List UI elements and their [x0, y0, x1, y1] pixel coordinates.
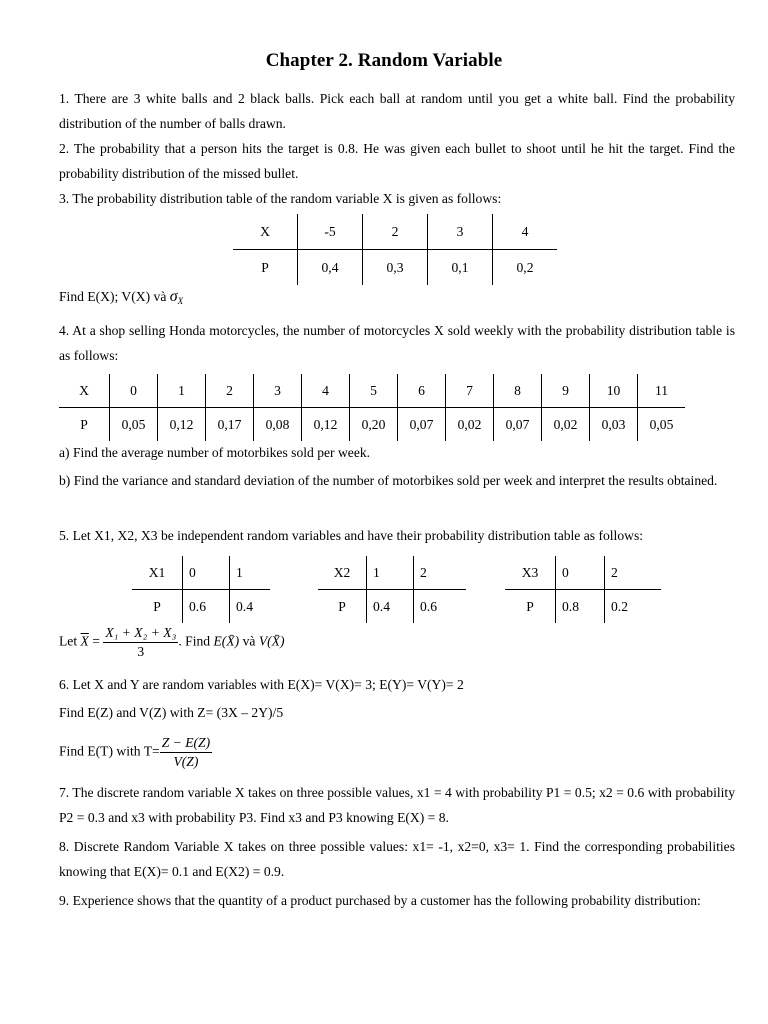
table-cell: 4 — [302, 374, 350, 408]
sigma-symbol: σ — [169, 288, 178, 305]
table-cell: 0.4 — [230, 590, 271, 624]
fraction-numerator: X₁ + X₂ + X₃ — [103, 624, 178, 643]
table-cell: 8 — [494, 374, 542, 408]
distribution-table-x1 — [132, 556, 270, 623]
table-row-x — [505, 556, 661, 590]
table-cell: 0.6 — [183, 590, 230, 624]
question-1: 1. There are 3 white balls and 2 black balls. Pick each ball at random until you get a white ball. Find the probability distribution of the number of balls drawn. — [59, 91, 735, 131]
distribution-table-q3 — [233, 214, 557, 285]
table-cell: 0,02 — [446, 408, 494, 442]
table-cell: 0,07 — [494, 408, 542, 442]
table-cell: 0,20 — [350, 408, 398, 442]
table-cell: X — [233, 214, 298, 250]
table-cell: 7 — [446, 374, 494, 408]
table-cell: 5 — [350, 374, 398, 408]
table-cell: 0.8 — [556, 590, 605, 624]
table-cell: 0,2 — [493, 250, 558, 286]
table-row-x — [233, 214, 557, 250]
table-cell: 4 — [493, 214, 558, 250]
table-row-x — [318, 556, 466, 590]
question-3-find — [59, 288, 183, 306]
expectation-expr: E(X̄) — [213, 633, 240, 649]
table-cell: 6 — [398, 374, 446, 408]
table-cell: 0.4 — [367, 590, 414, 624]
table-row-x — [59, 374, 685, 408]
mean-fraction — [103, 624, 178, 661]
distribution-table-x3 — [505, 556, 661, 623]
question-8: 8. Discrete Random Variable X takes on three possible values: x1= -1, x2=0, x3= 1. Find the corresponding probabilities knowing that E(X)= 0.1 and E(X2) = 0.9. — [59, 839, 735, 879]
table-cell: X2 — [318, 556, 367, 590]
find-text: . Find — [178, 633, 211, 649]
table-cell: 0 — [110, 374, 158, 408]
table-cell: 0,4 — [298, 250, 363, 286]
table-row-x — [132, 556, 270, 590]
table-cell: 9 — [542, 374, 590, 408]
question-2: 2. The probability that a person hits the target is 0.8. He was given each bullet to shoot until he hit the target. Find the probability distribution of the missed bullet. — [59, 141, 735, 181]
table-cell: P — [338, 598, 346, 614]
distribution-table-q4 — [59, 374, 685, 441]
x-bar-symbol: $\overline{X}$ — [80, 633, 89, 649]
table-cell: 0,3 — [363, 250, 428, 286]
sigma-subscript: X — [177, 296, 184, 306]
table-cell: 2 — [414, 556, 467, 590]
table-cell: 11 — [638, 374, 686, 408]
table-row-p — [233, 250, 557, 286]
question-5-let: Let $\overline{X}$ = $\frac{\text{X₁ + X₂ + X₃}}{3}$ . Find E(X̄) và V(X̄) — [59, 625, 285, 659]
table-cell: 10 — [590, 374, 638, 408]
table-cell: P — [261, 259, 269, 275]
table-cell: 0,07 — [398, 408, 446, 442]
table-cell: P — [153, 598, 161, 614]
question-7: 7. The discrete random variable X takes on three possible values, x1 = 4 with probability P1 = 0.5; x2 = 0.6 with probability P2 = 0.3 and x3 with probability P3. Find x3 and P3 knowing E(X) = 8. — [59, 785, 735, 825]
table-cell: 3 — [428, 214, 493, 250]
table-cell: -5 — [298, 214, 363, 250]
table-row-p — [59, 408, 685, 442]
table-cell: 0,05 — [110, 408, 158, 442]
table-cell: 1 — [230, 556, 271, 590]
table-cell: X3 — [505, 556, 556, 590]
question-4a: a) Find the average number of motorbikes sold per week. — [59, 445, 371, 460]
question-6: 6. Let X and Y are random variables with E(X)= V(X)= 3; E(Y)= V(Y)= 2 — [59, 677, 464, 692]
table-cell: 0 — [556, 556, 605, 590]
page-title: Chapter 2. Random Variable — [265, 50, 503, 71]
table-cell: X — [59, 374, 110, 408]
fraction-denominator: 3 — [137, 644, 145, 659]
table-row-p — [132, 590, 270, 624]
table-cell: 0,12 — [302, 408, 350, 442]
let-text: Let — [59, 633, 78, 649]
variance-expr: V(X̄) — [258, 633, 285, 649]
table-cell: 0,1 — [428, 250, 493, 286]
table-cell: 0,03 — [590, 408, 638, 442]
question-6-find-t — [59, 734, 212, 771]
find-text: Find E(X); V(X) và — [59, 289, 170, 304]
table-cell: 1 — [158, 374, 206, 408]
table-row-p — [318, 590, 466, 624]
question-5: 5. Let X1, X2, X3 be independent random variables and have their probability distribution table as follows: — [59, 528, 644, 543]
table-cell: P — [526, 598, 534, 614]
table-cell: 2 — [206, 374, 254, 408]
table-cell: 0,05 — [638, 408, 686, 442]
distribution-table-x2 — [318, 556, 466, 623]
table-cell: 0.6 — [414, 590, 467, 624]
question-4b: b) Find the variance and standard deviation of the number of motorbikes sold per week and interpret the results obtained. — [59, 473, 718, 488]
table-cell: 0.2 — [605, 590, 662, 624]
table-cell: 0,08 — [254, 408, 302, 442]
t-fraction — [160, 734, 212, 771]
question-3: 3. The probability distribution table of the random variable X is given as follows: — [59, 191, 502, 206]
table-cell: 3 — [254, 374, 302, 408]
fraction-denominator: V(Z) — [173, 754, 199, 769]
table-cell: P — [80, 416, 88, 432]
table-cell: 0,17 — [206, 408, 254, 442]
table-cell: X1 — [132, 556, 183, 590]
table-row-p — [505, 590, 661, 624]
table-cell: 0,02 — [542, 408, 590, 442]
question-4: 4. At a shop selling Honda motorcycles, the number of motorcycles X sold weekly with the probability distribution table is as follows: — [59, 323, 735, 363]
fraction-numerator: Z − E(Z) — [160, 734, 212, 753]
table-cell: 1 — [367, 556, 414, 590]
and-text: và — [242, 633, 256, 649]
table-cell: 2 — [605, 556, 662, 590]
question-9: 9. Experience shows that the quantity of a product purchased by a customer has the following probability distribution: — [59, 893, 701, 908]
table-cell: 2 — [363, 214, 428, 250]
table-cell: 0,12 — [158, 408, 206, 442]
question-6-find-z: Find E(Z) and V(Z) with Z= (3X – 2Y)/5 — [59, 705, 284, 720]
table-cell: 0 — [183, 556, 230, 590]
find-t-text: Find E(T) with T= — [59, 743, 160, 759]
